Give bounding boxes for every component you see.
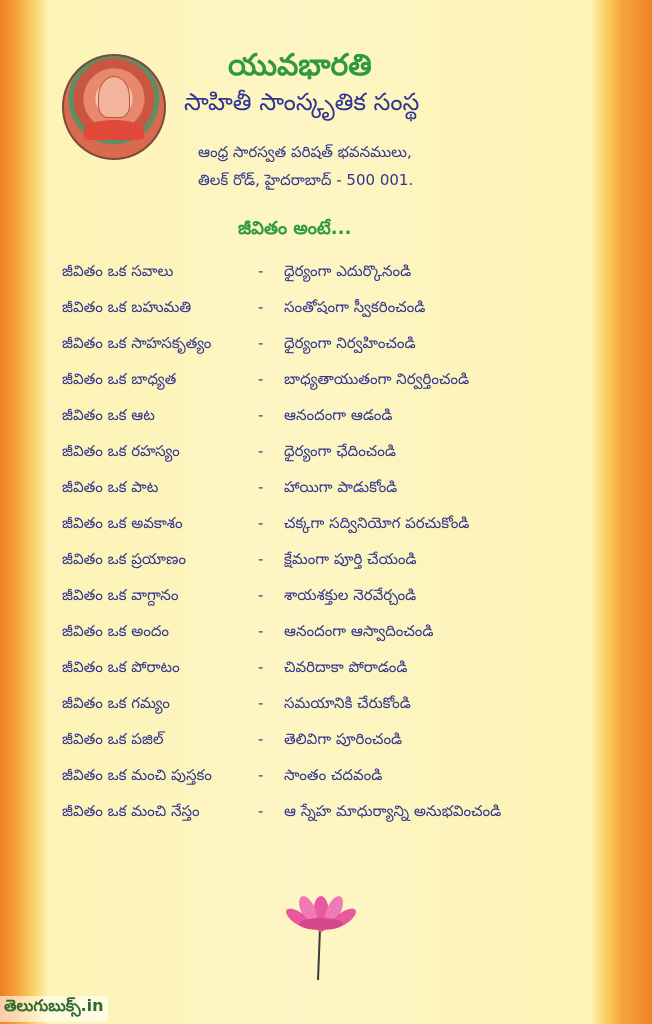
list-item xyxy=(62,688,602,724)
saying-advice: ఆనందంగా ఆడండి xyxy=(284,406,393,424)
list-item xyxy=(62,724,602,760)
saying-subject: జీవితం ఒక రహస్యం xyxy=(62,442,180,460)
separator-dash: - xyxy=(258,442,264,460)
publisher-address xyxy=(198,138,413,194)
separator-dash: - xyxy=(258,550,264,568)
separator-dash: - xyxy=(258,802,264,820)
publisher-header xyxy=(58,48,618,198)
list-item xyxy=(62,400,602,436)
saying-subject: జీవితం ఒక పోరాటం xyxy=(62,658,180,676)
saying-advice: ఆనందంగా ఆస్వాదించండి xyxy=(284,622,434,640)
saying-subject: జీవితం ఒక వాగ్దానం xyxy=(62,586,179,604)
saying-subject: జీవితం ఒక మంచి నేస్తం xyxy=(62,802,200,820)
saying-subject: జీవితం ఒక గమ్యం xyxy=(62,694,170,712)
separator-dash: - xyxy=(258,694,264,712)
separator-dash: - xyxy=(258,514,264,532)
saying-subject: జీవితం ఒక పాట xyxy=(62,478,159,496)
saying-advice: హాయిగా పాడుకోండి xyxy=(284,478,398,496)
separator-dash: - xyxy=(258,478,264,496)
emblem-figure xyxy=(98,76,130,118)
publisher-subtitle: సాహితీ సాంస్కృతిక సంస్థ xyxy=(184,88,420,116)
separator-dash: - xyxy=(258,334,264,352)
separator-dash: - xyxy=(258,730,264,748)
saying-subject: జీవితం ఒక బహుమతి xyxy=(62,298,192,316)
lotus-flower-icon xyxy=(276,876,366,982)
publisher-title: యువభారతి xyxy=(228,48,372,83)
saying-subject: జీవితం ఒక అవకాశం xyxy=(62,514,183,532)
site-watermark: తెలుగుబుక్స్.in xyxy=(0,996,108,1022)
saying-subject: జీవితం ఒక సాహసకృత్యం xyxy=(62,334,212,352)
saraswati-emblem-icon xyxy=(62,54,166,160)
life-sayings-list xyxy=(62,256,602,832)
list-item xyxy=(62,364,602,400)
saying-subject: జీవితం ఒక ఆట xyxy=(62,406,155,424)
list-item xyxy=(62,472,602,508)
saying-advice: తెలివిగా పూరించండి xyxy=(284,730,403,748)
list-item xyxy=(62,292,602,328)
separator-dash: - xyxy=(258,766,264,784)
saying-advice: శాయశక్తుల నెరవేర్చండి xyxy=(284,586,417,604)
list-item xyxy=(62,508,602,544)
separator-dash: - xyxy=(258,622,264,640)
saying-subject: జీవితం ఒక పజిల్ xyxy=(62,730,164,748)
list-item xyxy=(62,436,602,472)
separator-dash: - xyxy=(258,406,264,424)
saying-subject: జీవితం ఒక సవాలు xyxy=(62,262,174,280)
separator-dash: - xyxy=(258,658,264,676)
saying-subject: జీవితం ఒక బాధ్యత xyxy=(62,370,177,388)
saying-advice: చక్కగా సద్వినియోగ పరచుకోండి xyxy=(284,514,470,532)
saying-subject: జీవితం ఒక అందం xyxy=(62,622,170,640)
separator-dash: - xyxy=(258,262,264,280)
saying-subject: జీవితం ఒక ప్రయాణం xyxy=(62,550,187,568)
list-item xyxy=(62,580,602,616)
section-title: జీవితం అంటే... xyxy=(238,218,352,239)
list-item xyxy=(62,616,602,652)
saying-subject: జీవితం ఒక మంచి పుస్తకం xyxy=(62,766,212,784)
list-item xyxy=(62,328,602,364)
saying-advice: ధైర్యంగా ఎదుర్కొనండి xyxy=(284,262,412,280)
address-line-2: తిలక్ రోడ్, హైదరాబాద్ - 500 001. xyxy=(198,171,414,189)
saying-advice: సమయానికి చేరుకోండి xyxy=(284,694,411,712)
list-item xyxy=(62,760,602,796)
list-item xyxy=(62,796,602,832)
saying-advice: ఆ స్నేహ మాధుర్యాన్ని అనుభవించండి xyxy=(284,802,502,820)
saying-advice: చివరిదాకా పోరాడండి xyxy=(284,658,408,676)
saying-advice: సంతోషంగా స్వీకరించండి xyxy=(284,298,426,316)
list-item xyxy=(62,544,602,580)
list-item xyxy=(62,256,602,292)
address-line-1: ఆంధ్ర సారస్వత పరిషత్ భవనములు, xyxy=(198,143,412,161)
saying-advice: క్షేమంగా పూర్తి చేయండి xyxy=(284,550,417,568)
saying-advice: సాంతం చదవండి xyxy=(284,766,383,784)
separator-dash: - xyxy=(258,370,264,388)
saying-advice: బాధ్యతాయుతంగా నిర్వర్తించండి xyxy=(284,370,470,388)
saying-advice: ధైర్యంగా నిర్వహించండి xyxy=(284,334,416,352)
saying-advice: ధైర్యంగా ఛేదించండి xyxy=(284,442,396,460)
separator-dash: - xyxy=(258,586,264,604)
list-item xyxy=(62,652,602,688)
separator-dash: - xyxy=(258,298,264,316)
emblem-lotus-base xyxy=(84,120,144,140)
